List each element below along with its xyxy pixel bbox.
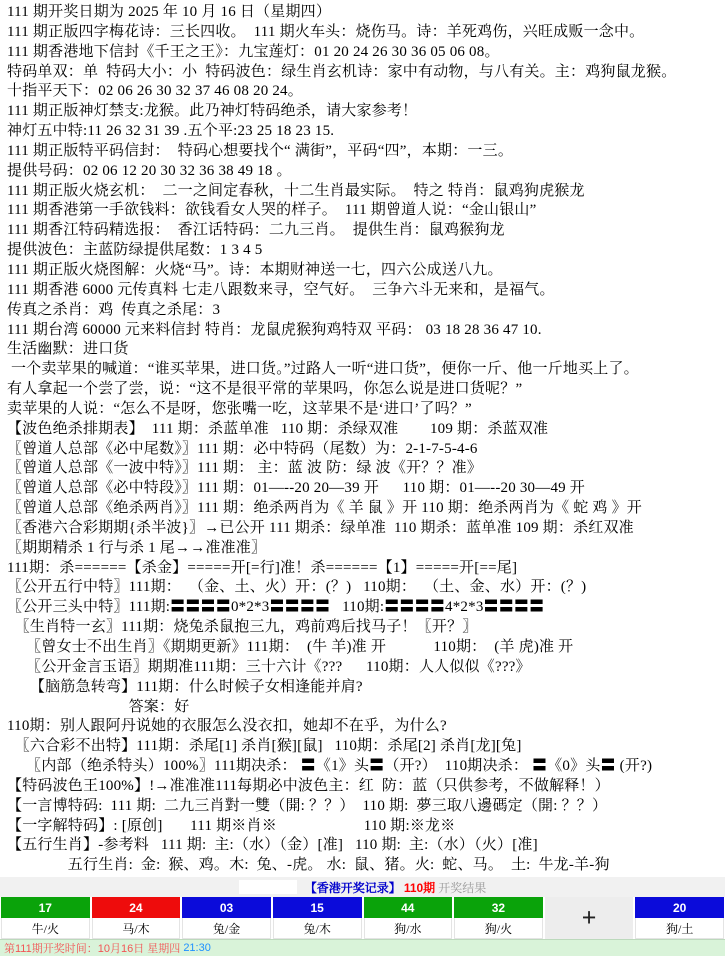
text-line: 【五行生肖】-参考料 111 期: 主:（水）（金）[准] 110 期: 主:（水）（火）[准] [7,837,538,854]
text-line: 卖苹果的人说：“怎么不是呀，您张嘴一吃，这苹果不是‘进口’了吗？” [7,400,472,417]
text-line: 一个卖苹果的喊道：“谁买苹果，进口货。”过路人一听“进口货”，便你一斤、他一斤地买上了。 [7,361,639,378]
text-line: 答案：好 [7,698,190,715]
text-line: 〖香港六合彩期期{杀半波}〗→已公开 111 期杀：绿单准 110 期杀：蓝单准 109 期：杀红双准 [7,519,634,536]
result-zodiac-label: 狗/水 [364,918,453,939]
text-line: 〖曾道人总部《必中特段》〗111 期：01—--20 20—39 开 110 期：01—--20 30—49 开 [7,480,586,497]
text-line: 传真之杀肖：鸡 传真之杀尾：3 [7,301,221,318]
text-line: 生活幽默：进口货 [7,341,129,358]
next-draw-banner [0,939,725,956]
result-number: 24 [92,897,181,918]
next-draw-text: 第111期开奖时间：10月16日 星期四 [4,943,184,955]
text-line: 有人拿起一个尝了尝，说：“这不是很平常的苹果吗，你怎么说是进口货呢？” [7,381,523,398]
result-zodiac-label: 兔/金 [182,918,271,939]
result-ball [1,897,90,939]
text-line: 〖六合彩不出特】111期：杀尾[1] 杀肖[猴][鼠] 110期：杀尾[2] 杀肖[龙][兔] [7,738,522,755]
text-line: 111 期正版特平码信封： 特码心想要找个“ 满街”，平码“四”，本期：一三。 [7,142,514,159]
text-line: 111 期正版神灯禁支:龙猴。此乃神灯特码绝杀，请大家参考！ [7,103,418,120]
text-line: 111 期香港 6000 元传真料 七走八跟数来寻，空气好。 三争六斗无来和，是福气。 [7,281,555,298]
result-ball [454,897,543,939]
result-ball [273,897,362,939]
result-number: 44 [364,897,453,918]
record-issue: 110期 [403,880,436,895]
result-ball [92,897,181,939]
result-number: 32 [454,897,543,918]
text-line: 110期：别人跟阿丹说她的衣服怎么没衣扣，她却不在乎，为什么? [7,718,447,735]
text-line: 111 期香港第一手欲钱料：欲钱看女人哭的样子。 111 期曾道人说：“金山银山” [7,202,537,219]
text-line: 【一字解特码】: [原创] 111 期※肖※ 110 期:※龙※ [7,817,456,834]
text-line: 提供号码：02 06 12 20 30 32 36 38 49 18 。 [7,162,292,179]
record-bar [0,877,725,897]
result-ball [182,897,271,939]
result-ball [635,897,724,939]
result-number: 20 [635,897,724,918]
next-draw-time: 21:30 [183,942,211,954]
text-line: 五行生肖: 金: 猴、鸡。木: 兔、-虎。 水: 鼠、猪。火: 蛇、马。 土: 牛龙-羊-狗 [7,857,610,874]
record-title-link[interactable]: 【香港开奖记录】 [304,880,401,895]
text-line: 〖公开三头中特〗111期:〓〓〓〓0*2*3〓〓〓〓 110期:〓〓〓〓4*2*3〓〓〓〓 [7,599,545,616]
text-line: 111 期正版四字梅花诗：三长四收。 111 期火车头：烧伤马。诗：羊死鸡伤，兴旺成贩一念中。 [7,23,645,40]
text-line: 〖曾道人总部《一波中特》〗111 期： 主：蓝 波 防：绿 波《开？？准》 [7,460,483,477]
text-line: 〖生肖特一玄〗111期：烧兔杀鼠抱三九，鸡前鸡后找马子！〖开？〗 [7,619,478,636]
text-line: 【波色绝杀排期表】 111 期：杀蓝单准 110 期：杀绿双准 109 期：杀蓝双准 [7,420,549,437]
text-line: 【一言博特码: 111 期: 二九三肖對一雙（開: ？？） 110 期: 夢三取八邊碼定（開: ？？） [7,797,608,814]
plus-icon: + [581,903,597,932]
text-line: 【特码波色王100%】!→准准准111每期必中波色主：红 防：蓝（只供参考，不做解释！） [7,777,610,794]
result-number: 17 [1,897,90,918]
text-line: 〖公开五行中特〗111期： （金、土、火）开：(？) 110期： （土、金、水）开：(？) [7,579,587,596]
text-line: 〖期期精杀 1 行与杀 1 尾→→准准准〗 [7,539,267,556]
text-line: 111期：杀======【杀金】=====开[=行]准！杀======【1】=====开[==尾] [7,559,518,576]
result-zodiac-label: 马/木 [92,918,181,939]
text-line: 十指平天下：02 06 26 30 32 37 46 08 20 24。 [7,83,303,100]
text-line: 111 期开奖日期为 2025 年 10 月 16 日（星期四） [7,4,332,20]
text-line: 111 期台湾 60000 元来料信封 特肖：龙鼠虎猴狗鸡特双 平码： 03 18 28 36 47 10. [7,321,542,338]
result-zodiac-label: 狗/土 [635,918,724,939]
result-zodiac-label: 兔/木 [273,918,362,939]
text-line: 111 期香江特码精选报： 香江话特码：二九三肖。 提供生肖：鼠鸡猴狗龙 [7,222,505,239]
text-line: 〖曾道人总部《绝杀两肖》〗111 期：绝杀两肖为《 羊 鼠 》开 110 期：绝杀两肖为《 蛇 鸡 》开 [7,500,642,517]
logo-placeholder [239,880,297,894]
text-line: 特码单双：单 特码大小：小 特码波色：绿生肖玄机诗：家中有动物，与八有关。主：鸡狗鼠龙猴。 [7,63,677,80]
text-line: 111 期正版火烧玄机： 二一之间定春秋，十二生肖最实际。 特之 特肖：鼠鸡狗虎猴龙 [7,182,585,199]
result-ball [364,897,453,939]
plus-separator-cell [545,897,634,939]
text-line: 111 期香港地下信封《千王之王》：九宝莲灯：01 20 24 26 30 36 05 06 08。 [7,43,500,60]
text-line: 【脑筋急转弯】111期：什么时候子女相逢能并肩? [7,678,363,695]
record-suffix: 开奖结果 [438,880,487,895]
text-line: 〖曾女士不出生肖〗《期期更新》111期： (牛 羊)准 开 110期： (羊 虎)准 开 [7,639,574,655]
result-zodiac-label: 狗/火 [454,918,543,939]
text-line: 111 期正版火烧图解：火烧“马”。诗：本期财神送一七，四六公成送八九。 [7,261,503,278]
result-zodiac-label: 牛/火 [1,918,90,939]
text-line: 〖内部（绝杀特头）100%〗111期决杀： 〓《1》头〓（开?） 110期决杀： 〓《0》头〓 (开?) [7,758,653,775]
text-line: 提供波色：主蓝防绿提供尾数：1 3 4 5 [7,242,263,259]
draw-results-table [0,897,725,939]
result-number: 03 [182,897,271,918]
text-line: 〖公开金言玉语〗期期准111期：三十六计《??? 110期：人人似似《???》 [7,658,531,675]
result-number: 15 [273,897,362,918]
text-line: 神灯五中特:11 26 32 31 39 .五个平:23 25 18 23 15. [7,123,335,140]
text-line: 〖曾道人总部《必中尾数》〗111 期：必中特码（尾数）为：2-1-7-5-4-6 [7,440,478,457]
